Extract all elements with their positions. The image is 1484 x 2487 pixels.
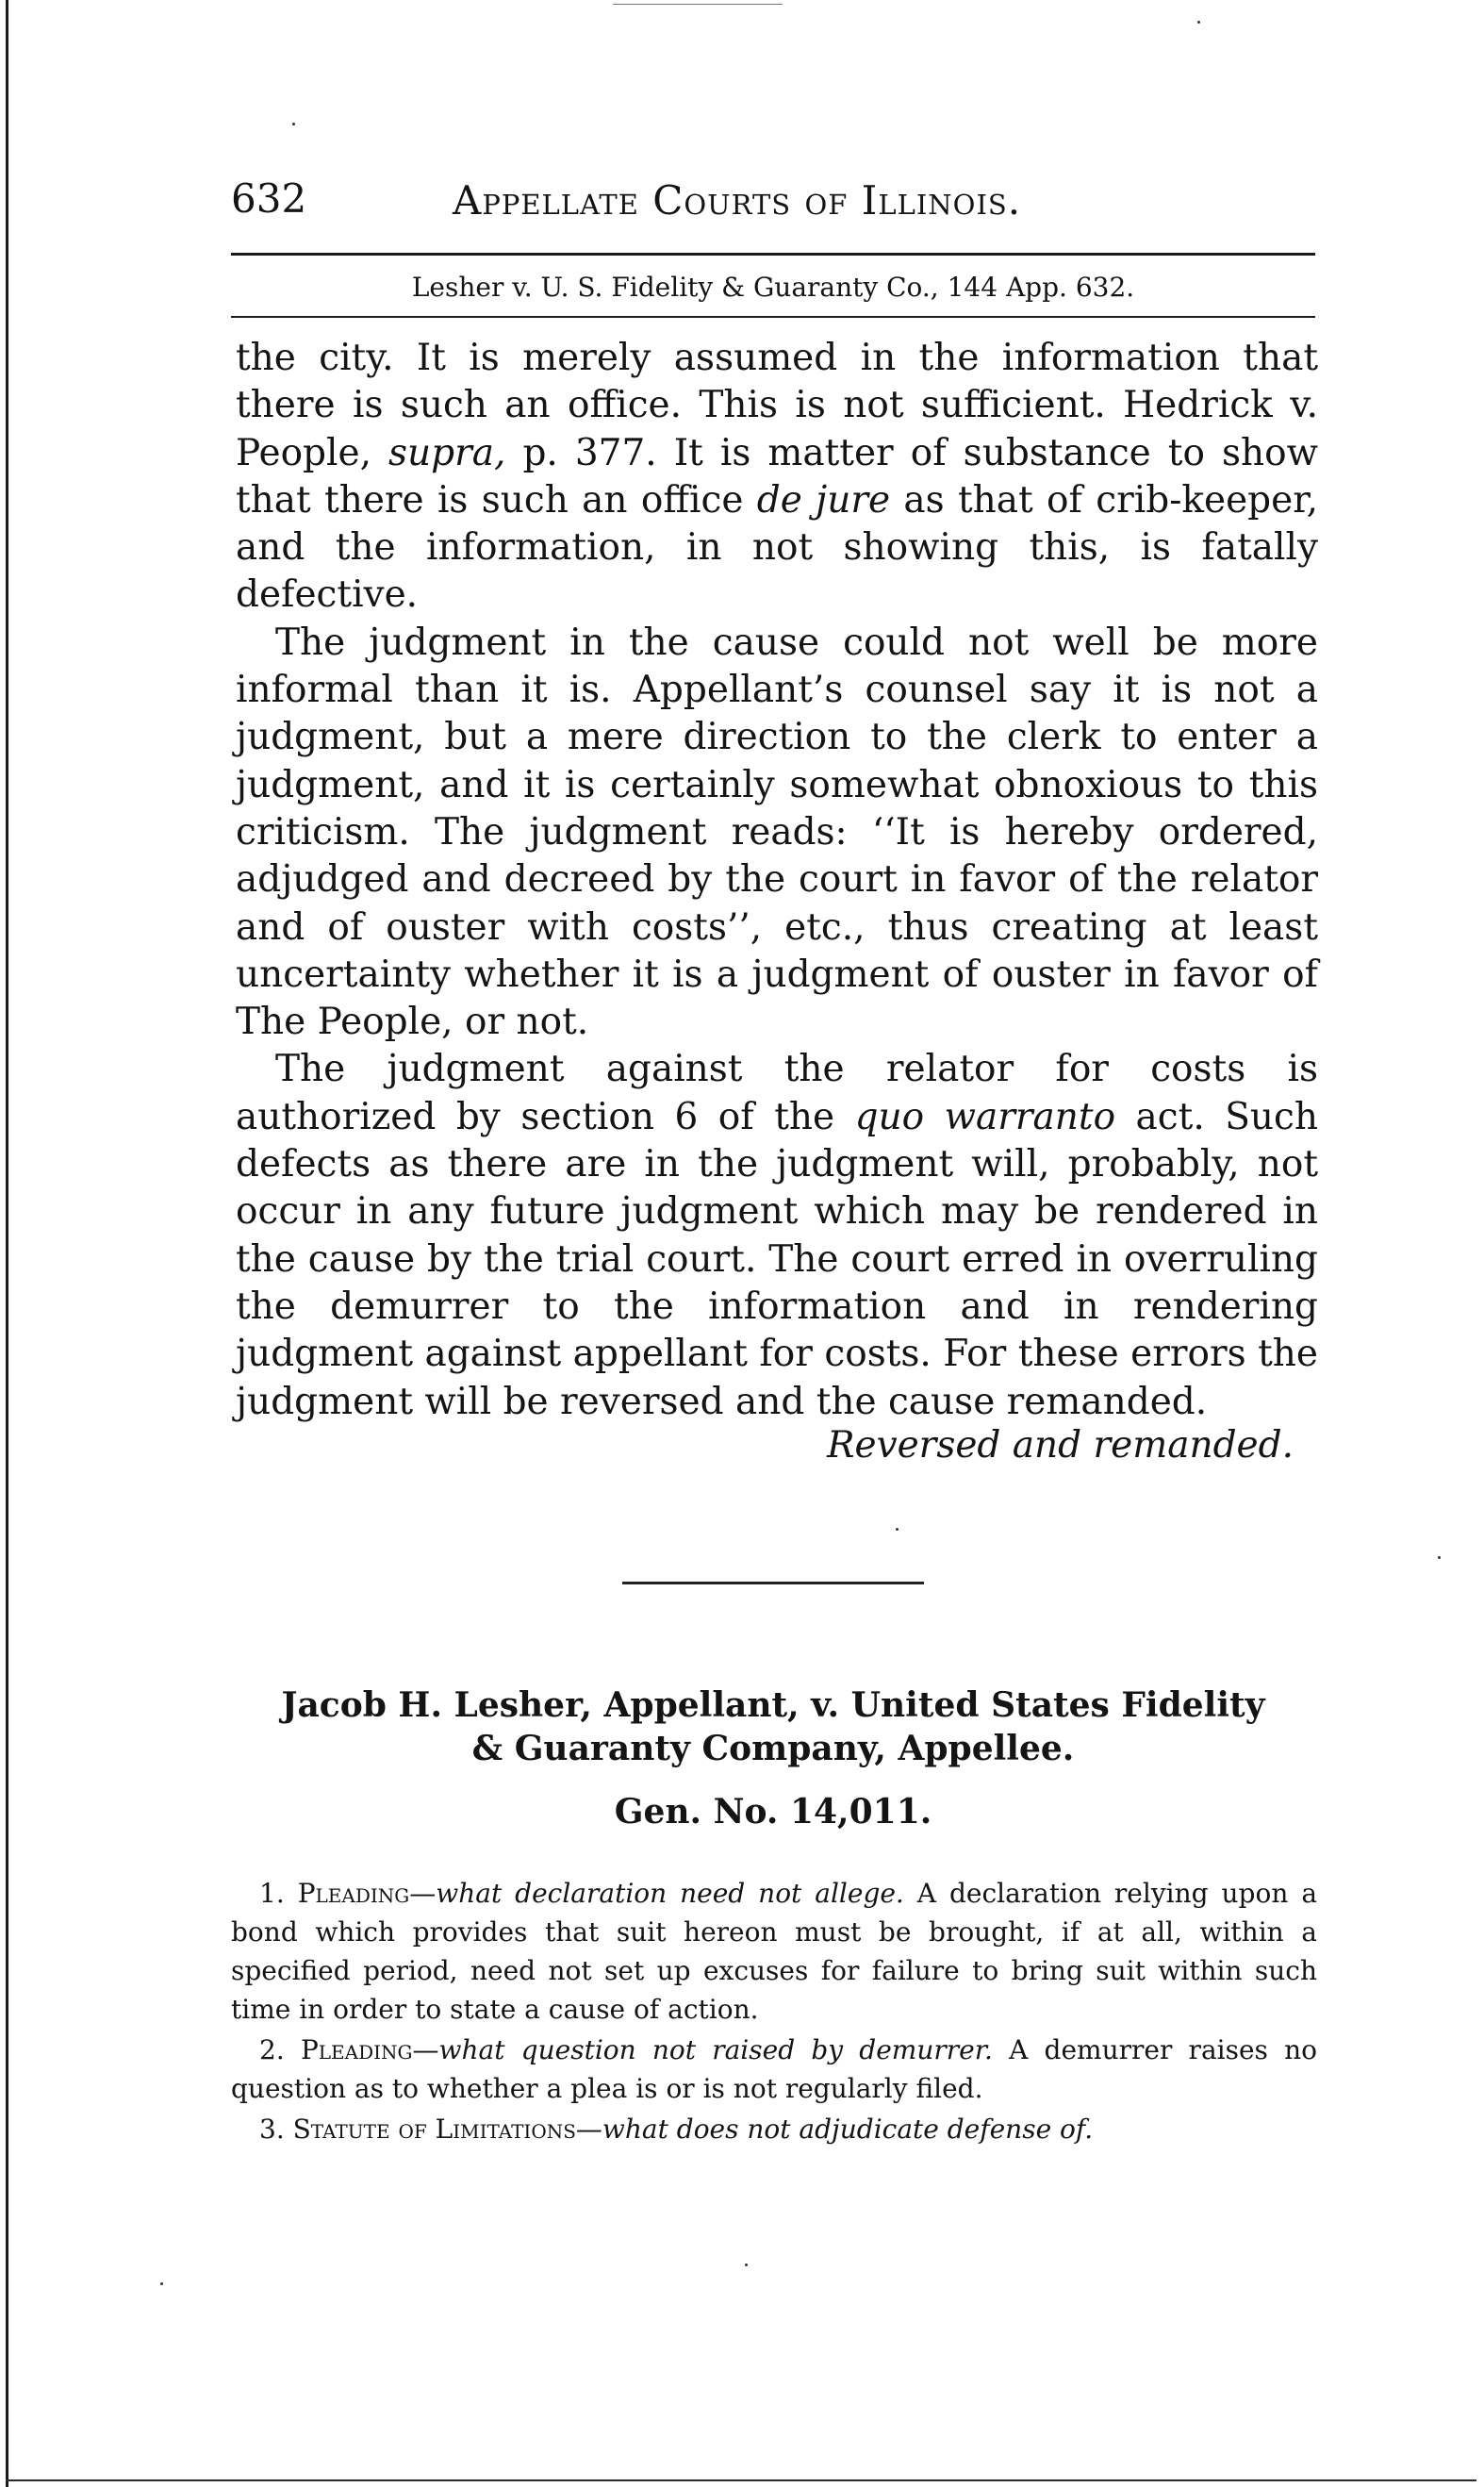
top-scan-mark (613, 4, 783, 5)
opinion-text (236, 335, 1318, 1426)
page-number: 632 (231, 175, 307, 222)
running-title: Appellate Courts of Illinois. (453, 177, 1022, 224)
scan-speck (1438, 1556, 1441, 1559)
general-number: Gen. No. 14,011. (614, 1792, 932, 1832)
opinion-paragraph-3: The judgment against the relator for costs is authorized by section 6 of the quo warranto act. Such defects as there are in the judgment will, probably, not occur in any future judgment which may be rendered in the cause by the trial court. The court erred in overruling the demurrer to the information and in rendering judgment against appellant for costs. For these errors the judgment will be reversed and the cause remanded. (236, 1048, 1318, 1423)
case-divider (622, 1582, 924, 1584)
headnote-1: 1. Pleading—what declaration need not allege. A declaration relying upon a bond which provides that suit hereon must be brought, if at all, within a specified period, need not set up excuses for failure to bring suit within such time in order to state a cause of action. (231, 1878, 1318, 2025)
headnote-2: 2. Pleading—what question not raised by demurrer. A demurrer raises no question as to whether a plea is or is not regularly filed. (231, 2034, 1317, 2104)
headnotes (231, 1874, 1317, 2150)
running-head (231, 175, 1315, 232)
page-edge-left (6, 0, 8, 2487)
case-caption-line-2: & Guaranty Company, Appellee. (471, 1729, 1075, 1768)
case-caption (231, 1683, 1315, 1770)
scan-speck (160, 2282, 163, 2285)
opinion-paragraph-1: the city. It is merely assumed in the information that there is such an office. This is not sufficient. Hedrick v. People, supra, p. 377. It is matter of substance to show that there is such an office de jure as that of crib-keeper, and the information, in not showing this, is fatally defective. (236, 337, 1318, 617)
page-edge-bottom (6, 2479, 1476, 2481)
scan-speck (292, 123, 295, 125)
scan-speck (1197, 21, 1200, 24)
opinion-paragraph-2: The judgment in the cause could not well be more informal than it is. Appellant’s counsel say it is not a judgment, but a mere direction to the clerk to enter a judgment, and it is certainly somewhat obnoxious to this criticism. The judgment reads: ‘‘It is hereby ordered, adjudged and decreed by the court in favor of the relator and of ouster with costs’’, etc., thus creating at least uncertainty whether it is a judgment of ouster in favor of The People, or not. (236, 621, 1318, 1044)
scan-speck (745, 2263, 748, 2266)
header-rule-top (231, 253, 1315, 256)
disposition: Reversed and remanded. (827, 1424, 1294, 1467)
header-rule-bottom (231, 316, 1315, 318)
case-caption-line-1: Jacob H. Lesher, Appellant, v. United States Fidelity (281, 1685, 1265, 1725)
scan-speck (896, 1528, 899, 1531)
headnote-3: 3. Statute of Limitations—what does not adjudicate defense of. (259, 2114, 1094, 2145)
case-citation-line: Lesher v. U. S. Fidelity & Guaranty Co., 144 App. 632. (411, 272, 1135, 303)
